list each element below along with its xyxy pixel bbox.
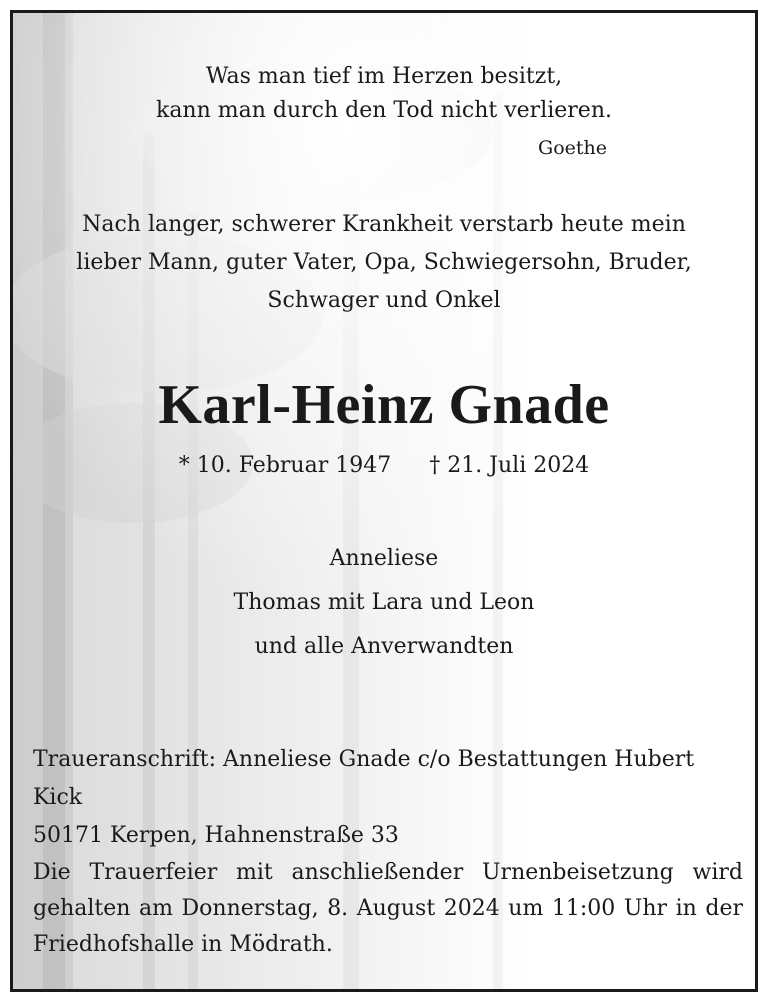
mourning-address [33, 741, 743, 855]
intro-line: Schwager und Onkel [267, 288, 501, 313]
address-line: 50171 Kerpen, Hahnenstraße 33 [33, 823, 399, 848]
family-line: Anneliese [329, 546, 439, 571]
quote-line: kann man durch den Tod nicht verlieren. [155, 98, 612, 123]
ceremony-info [33, 855, 743, 963]
ceremony-line: Friedhofshalle in Mödrath. [33, 932, 333, 957]
quote-line: Was man tief im Herzen besitzt, [205, 64, 563, 89]
death-date: † 21. Juli 2024 [429, 453, 590, 478]
birth-date: * 10. Februar 1947 [178, 453, 392, 478]
obituary-frame [10, 10, 758, 992]
ceremony-line: Die Trauerfeier mit anschließender Urnenbeisetzung wird [33, 860, 743, 885]
family-line: Thomas mit Lara und Leon [233, 590, 535, 615]
ceremony-line: gehalten am Donnerstag, 8. August 2024 um 11:00 Uhr in der [33, 896, 743, 921]
intro-text [13, 206, 755, 320]
intro-line: lieber Mann, guter Vater, Opa, Schwiegersohn, Bruder, [76, 250, 692, 275]
quote-author: Goethe [538, 137, 607, 159]
family-line: und alle Anverwandten [254, 634, 514, 659]
family-list [13, 537, 755, 669]
life-dates [13, 453, 755, 478]
deceased-name: Karl-Heinz Gnade [158, 374, 610, 436]
address-line: Traueranschrift: Anneliese Gnade c/o Bestattungen Hubert Kick [33, 747, 695, 810]
intro-line: Nach langer, schwerer Krankheit verstarb heute mein [82, 212, 686, 237]
quote [13, 60, 755, 128]
